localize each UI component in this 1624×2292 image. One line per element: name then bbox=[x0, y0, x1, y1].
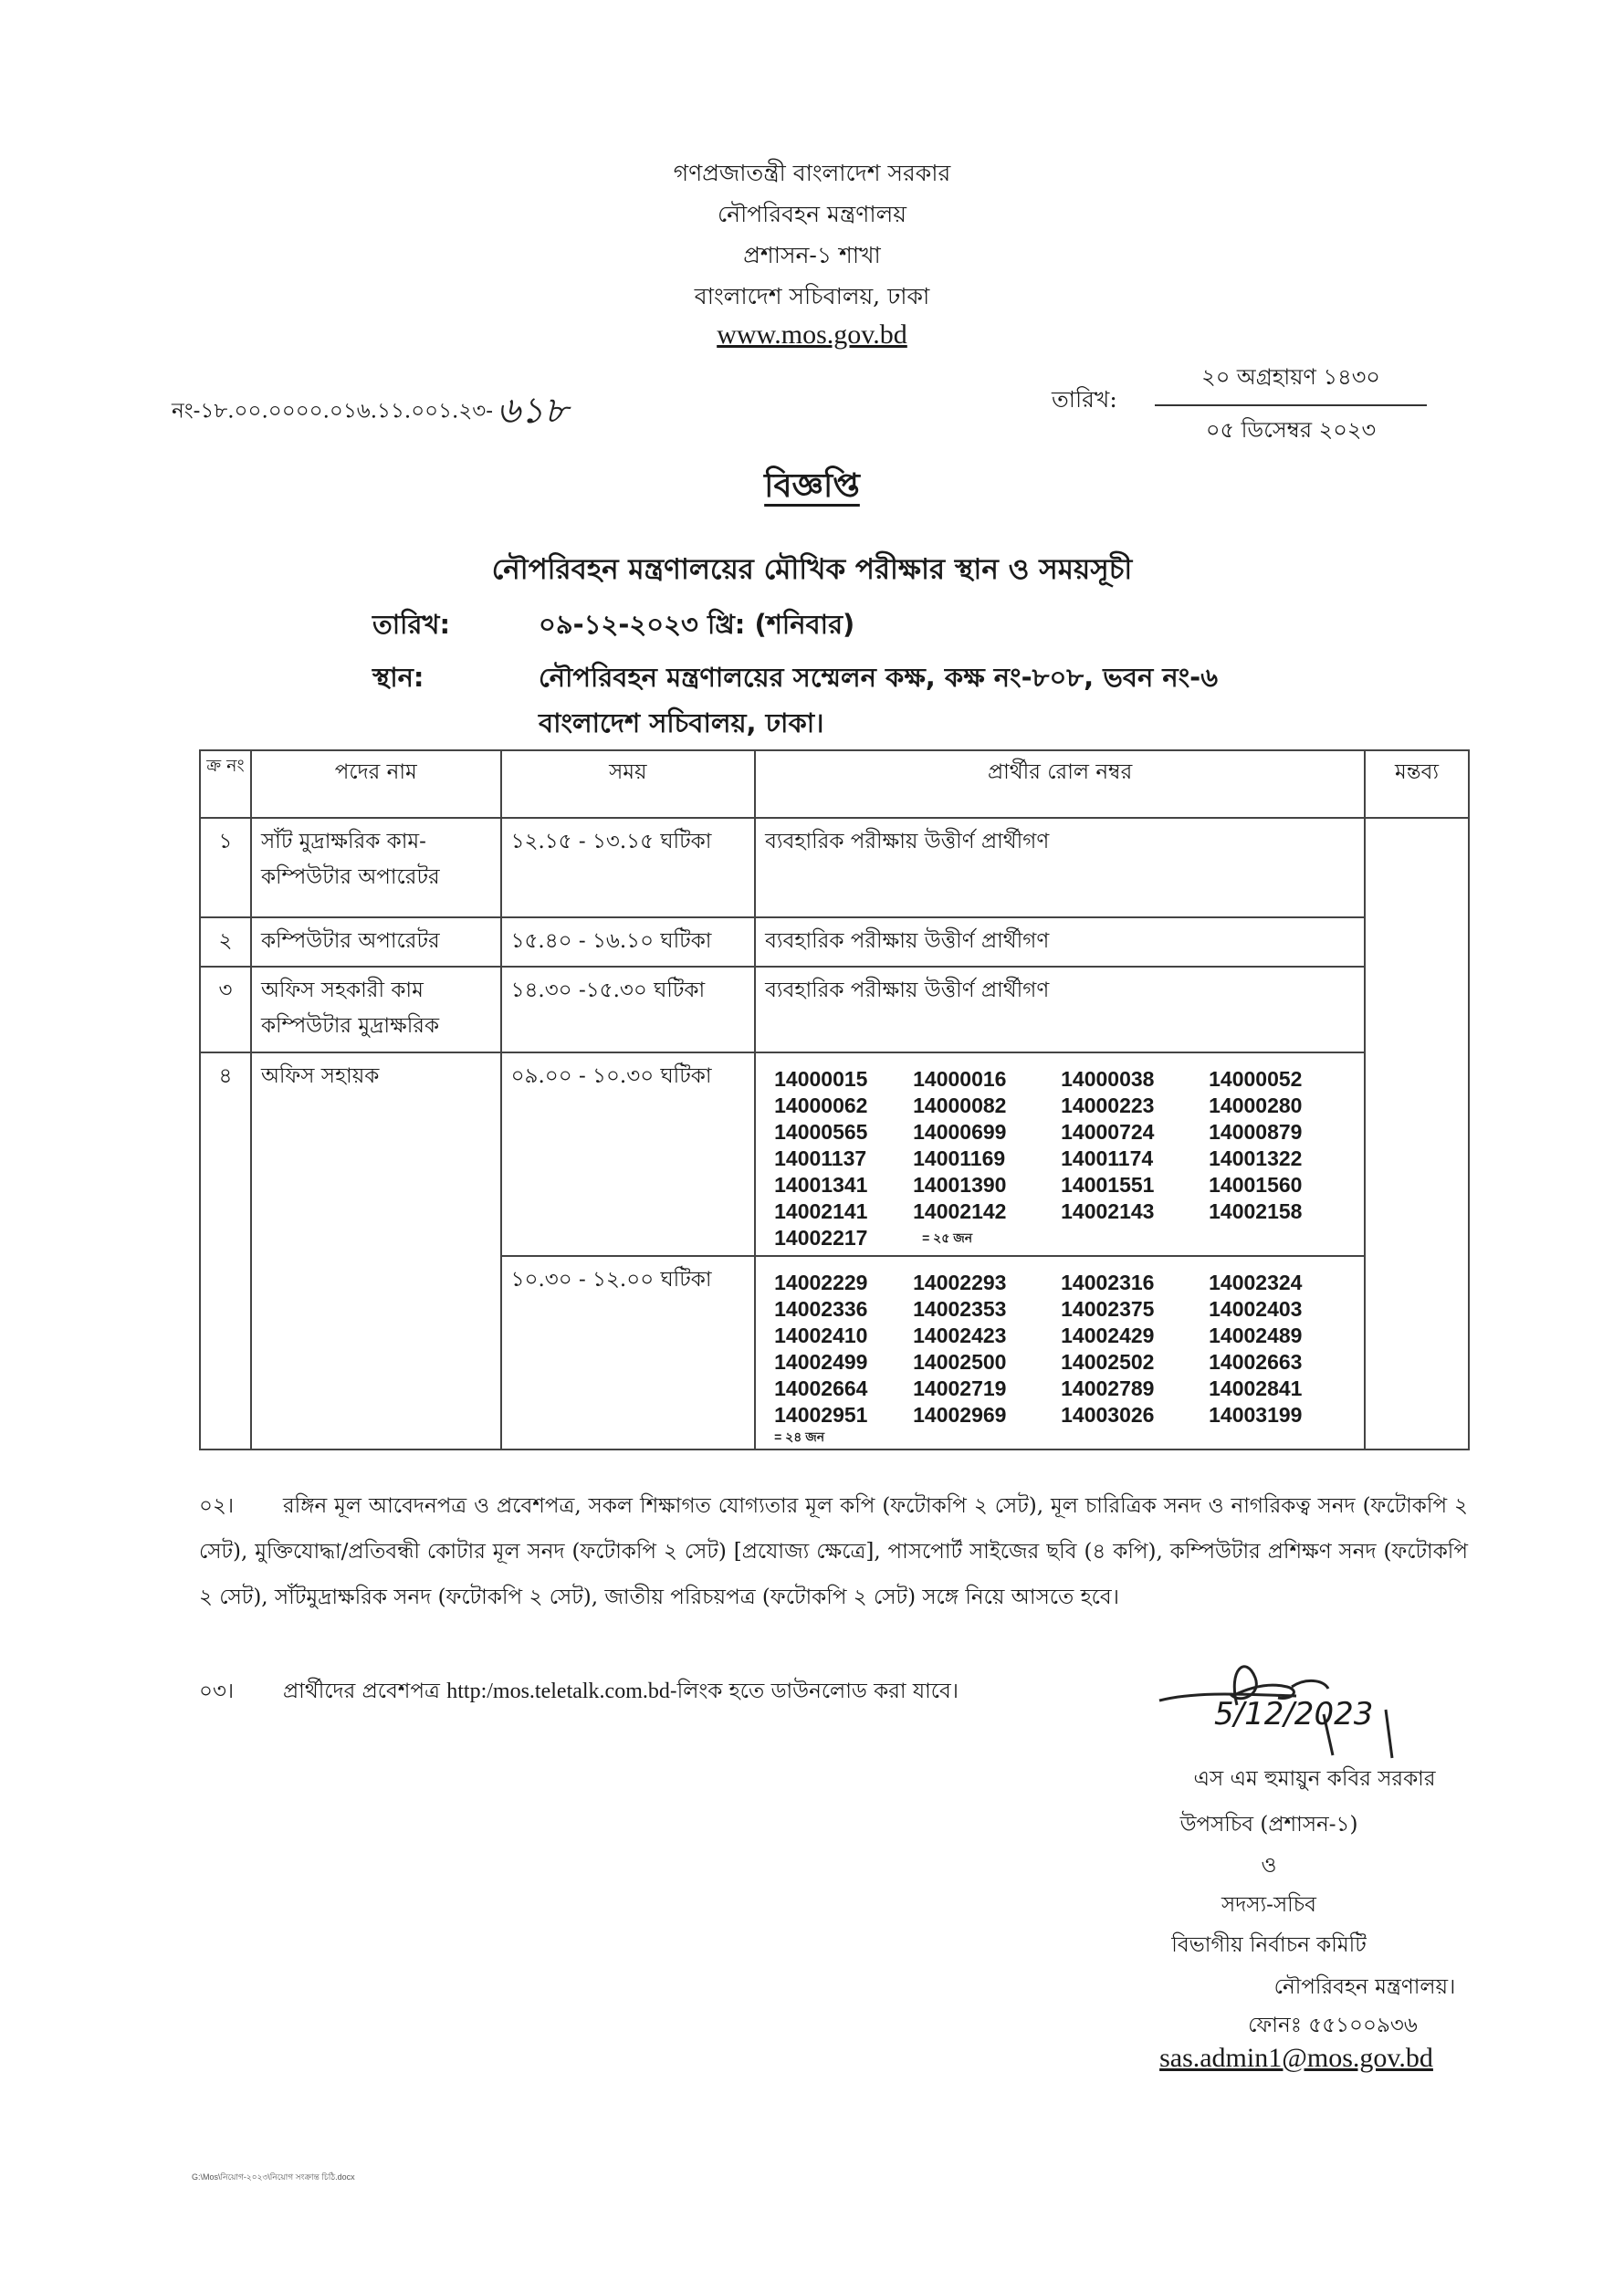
roll-grid-slot1 bbox=[774, 1066, 1355, 1251]
roll-number: 14002141 bbox=[774, 1199, 868, 1223]
signatory-role: সদস্য-সচিব bbox=[1221, 1893, 1316, 1917]
ministry-name: নৌপরিবহন মন্ত্রণালয় bbox=[718, 201, 906, 227]
roll-number: 14003026 bbox=[1061, 1403, 1155, 1427]
roll-number: 14000699 bbox=[913, 1120, 1007, 1144]
header-roll: প্রার্থীর রোল নম্বর bbox=[755, 750, 1365, 818]
roll-number: 14002841 bbox=[1209, 1376, 1303, 1400]
row-sl: ১ bbox=[200, 818, 251, 917]
memo-number bbox=[172, 382, 568, 443]
row-time: ১২.১৫ - ১৩.১৫ ঘটিকা bbox=[501, 818, 756, 917]
roll-number: 14002316 bbox=[1061, 1271, 1155, 1294]
roll-number: 14001137 bbox=[774, 1146, 867, 1170]
roll-number: 14001390 bbox=[913, 1173, 1007, 1197]
roll-number: 14001560 bbox=[1209, 1173, 1303, 1197]
roll-number: 14002500 bbox=[913, 1350, 1007, 1374]
roll-number: 14000565 bbox=[774, 1120, 868, 1144]
date-label: তারিখ: bbox=[1052, 386, 1117, 413]
signatory-phone: ফোনঃ ৫৫১০০৯৩৬ bbox=[1248, 2014, 1418, 2037]
roll-number: 14000052 bbox=[1209, 1067, 1303, 1091]
website-link[interactable]: www.mos.gov.bd bbox=[717, 319, 907, 350]
roll-list-slot1 bbox=[755, 1052, 1365, 1256]
issue-date bbox=[1155, 361, 1427, 450]
roll-number: 14002489 bbox=[1209, 1324, 1303, 1347]
note2-number: ০৩। bbox=[199, 1680, 235, 1703]
roll-number: 14000062 bbox=[774, 1094, 868, 1117]
roll-number: 14002410 bbox=[774, 1324, 868, 1347]
note-documents bbox=[199, 1483, 1468, 1620]
roll-number: 14002375 bbox=[1061, 1297, 1155, 1321]
header-time: সময় bbox=[501, 750, 756, 818]
roll-number: 14002969 bbox=[913, 1403, 1007, 1427]
notice-title-text: বিজ্ঞপ্তি bbox=[764, 467, 860, 505]
note2-post: -লিংক হতে ডাউনলোড করা যাবে। bbox=[669, 1680, 959, 1703]
admit-card-link[interactable]: http:/mos.teletalk.com.bd bbox=[446, 1680, 670, 1703]
signatory-and: ও bbox=[1261, 1854, 1277, 1878]
roll-number: 14002158 bbox=[1209, 1199, 1303, 1223]
row-time-slot2: ১০.৩০ - ১২.০০ ঘটিকা bbox=[501, 1256, 756, 1450]
roll-number: 14002951 bbox=[774, 1403, 868, 1427]
table-row bbox=[200, 917, 1469, 967]
row-roll: ব্যবহারিক পরীক্ষায় উত্তীর্ণ প্রার্থীগণ bbox=[755, 917, 1365, 967]
roll-number: 14002403 bbox=[1209, 1297, 1303, 1321]
row-post: সাঁট মুদ্রাক্ষরিক কাম-কম্পিউটার অপারেটর bbox=[251, 818, 501, 917]
row-post: অফিস সহায়ক bbox=[251, 1052, 501, 1450]
roll-number: 14002664 bbox=[774, 1376, 868, 1400]
roll-number: 14002336 bbox=[774, 1297, 868, 1321]
roll-number: 14001322 bbox=[1209, 1146, 1303, 1170]
roll-number: 14002142 bbox=[913, 1199, 1007, 1223]
roll-number: 14002293 bbox=[913, 1271, 1007, 1294]
signatory-designation: উপসচিব (প্রশাসন-১) bbox=[1179, 1813, 1358, 1837]
roll-number: 14000038 bbox=[1061, 1067, 1155, 1091]
note1-text: রঙ্গিন মূল আবেদনপত্র ও প্রবেশপত্র, সকল শিক্ষাগত যোগ্যতার মূল কপি (ফটোকপি ২ সেট), মূল চারিত্রিক সনদ ও নাগরিকত্ব সনদ (ফটোকপি ২ সেট), মুক্তিযোদ্ধা/প্রতিবন্ধী কোটার মূল সনদ (ফটোকপি ২ সেট) [প্রযোজ্য ক্ষেত্রে], পাসপোর্ট সাইজের ছবি (৪ কপি), কম্পিউটার প্রশিক্ষণ সনদ (ফটোকপি ২ সেট), সাঁটমুদ্রাক্ষরিক সনদ (ফটোকপি ২ সেট), জাতীয় পরিচয়পত্র (ফটোকপি ২ সেট) সঙ্গে নিয়ে আসতে হবে। bbox=[199, 1494, 1468, 1609]
roll-number: 14002789 bbox=[1061, 1376, 1155, 1400]
row-time: ১৫.৪০ - ১৬.১০ ঘটিকা bbox=[501, 917, 756, 967]
govt-name: গণপ্রজাতন্ত্রী বাংলাদেশ সরকার bbox=[673, 160, 951, 186]
signature-date: 5/12/2023 bbox=[1214, 1696, 1374, 1732]
memo-number-text: নং-১৮.০০.০০০০.০১৬.১১.০০১.২৩- bbox=[172, 399, 494, 424]
roll-number: 14002353 bbox=[913, 1297, 1007, 1321]
roll-number: 14000879 bbox=[1209, 1120, 1303, 1144]
date-english: ০৫ ডিসেম্বর ২০২৩ bbox=[1205, 417, 1377, 443]
exam-date-value: ০৯-১২-২০২৩ খ্রি: (শনিবার) bbox=[539, 609, 855, 640]
roll-number: 14002423 bbox=[913, 1324, 1007, 1347]
notice-subject: নৌপরিবহন মন্ত্রণালয়ের মৌখিক পরীক্ষার স্থান ও সময়সূচী bbox=[491, 553, 1133, 586]
roll-number: 14002324 bbox=[1209, 1271, 1303, 1294]
roll-number: 14002719 bbox=[913, 1376, 1007, 1400]
file-path: G:\Mos\নিয়োগ-২০২৩\নিয়োগ সংক্রান্ত চিঠি.docx bbox=[192, 2172, 355, 2182]
signatory-committee: বিভাগীয় নির্বাচন কমিটি bbox=[1171, 1933, 1367, 1957]
roll-number: 14003199 bbox=[1209, 1403, 1303, 1427]
row-post: অফিস সহকারী কাম কম্পিউটার মুদ্রাক্ষরিক bbox=[251, 967, 501, 1052]
row-roll: ব্যবহারিক পরীক্ষায় উত্তীর্ণ প্রার্থীগণ bbox=[755, 818, 1365, 917]
exam-place-line1: নৌপরিবহন মন্ত্রণালয়ের সম্মেলন কক্ষ, কক্ষ নং-৮০৮, ভবন নং-৬ bbox=[539, 662, 1219, 693]
roll-number: 14001551 bbox=[1061, 1173, 1155, 1197]
exam-place-line2: বাংলাদেশ সচিবালয়, ঢাকা। bbox=[539, 707, 824, 738]
roll-grid-slot2 bbox=[774, 1270, 1355, 1429]
roll-number: 14002663 bbox=[1209, 1350, 1303, 1374]
memo-handwritten-suffix: ৬১৮ bbox=[497, 390, 568, 432]
roll-number: 14000280 bbox=[1209, 1094, 1303, 1117]
roll-number: 14002429 bbox=[1061, 1324, 1155, 1347]
signatory-ministry: নৌপরিবহন মন্ত্রণালয়। bbox=[1273, 1975, 1456, 1999]
row-roll: ব্যবহারিক পরীক্ষায় উত্তীর্ণ প্রার্থীগণ bbox=[755, 967, 1365, 1052]
table-header-row bbox=[200, 750, 1469, 818]
roll-number: 14002217 bbox=[774, 1226, 868, 1250]
roll-number: 14002502 bbox=[1061, 1350, 1155, 1374]
header-post: পদের নাম bbox=[251, 750, 501, 818]
row-post: কম্পিউটার অপারেটর bbox=[251, 917, 501, 967]
exam-date-label: তারিখ: bbox=[372, 609, 451, 640]
slot1-total: = ২৫ জন bbox=[922, 1230, 973, 1245]
row-sl: ৩ bbox=[200, 967, 251, 1052]
row-sl: ৪ bbox=[200, 1052, 251, 1450]
branch-name: প্রশাসন-১ শাখা bbox=[743, 242, 881, 268]
roll-number: 14000015 bbox=[774, 1067, 868, 1091]
table-row bbox=[200, 967, 1469, 1052]
roll-number: 14001174 bbox=[1061, 1146, 1154, 1170]
office-address: বাংলাদেশ সচিবালয়, ঢাকা bbox=[694, 283, 930, 309]
row-time-slot1: ০৯.০০ - ১০.৩০ ঘটিকা bbox=[501, 1052, 756, 1256]
header-remark: মন্তব্য bbox=[1365, 750, 1469, 818]
roll-number: 14001169 bbox=[913, 1146, 1006, 1170]
roll-number: 14002229 bbox=[774, 1271, 868, 1294]
note2-pre: প্রার্থীদের প্রবেশপত্র bbox=[283, 1680, 447, 1703]
header-sl: ক্র নং bbox=[200, 750, 251, 818]
date-bangla: ২০ অগ্রহায়ণ ১৪৩০ bbox=[1155, 361, 1427, 406]
table-row bbox=[200, 818, 1469, 917]
row-sl: ২ bbox=[200, 917, 251, 967]
roll-number: 14000724 bbox=[1061, 1120, 1155, 1144]
roll-number: 14002143 bbox=[1061, 1199, 1155, 1223]
notice-title bbox=[0, 461, 1624, 516]
schedule-table bbox=[199, 749, 1470, 1450]
roll-list-slot2 bbox=[755, 1256, 1365, 1450]
signatory-name: এস এম হুমায়ুন কবির সরকার bbox=[1193, 1767, 1436, 1791]
table-row bbox=[200, 1052, 1469, 1256]
roll-number: 14001341 bbox=[774, 1173, 868, 1197]
exam-place-label: স্থান: bbox=[372, 662, 424, 693]
row-time: ১৪.৩০ -১৫.৩০ ঘটিকা bbox=[501, 967, 756, 1052]
roll-number: 14002499 bbox=[774, 1350, 868, 1374]
row-remark bbox=[1365, 818, 1469, 1450]
roll-number: 14000016 bbox=[913, 1067, 1007, 1091]
slot2-total: = ২৪ জন bbox=[774, 1429, 825, 1444]
signatory-email[interactable]: sas.admin1@mos.gov.bd bbox=[1159, 2043, 1433, 2073]
roll-number: 14000082 bbox=[913, 1094, 1007, 1117]
note1-number: ০২। bbox=[199, 1494, 235, 1518]
roll-number: 14000223 bbox=[1061, 1094, 1155, 1117]
